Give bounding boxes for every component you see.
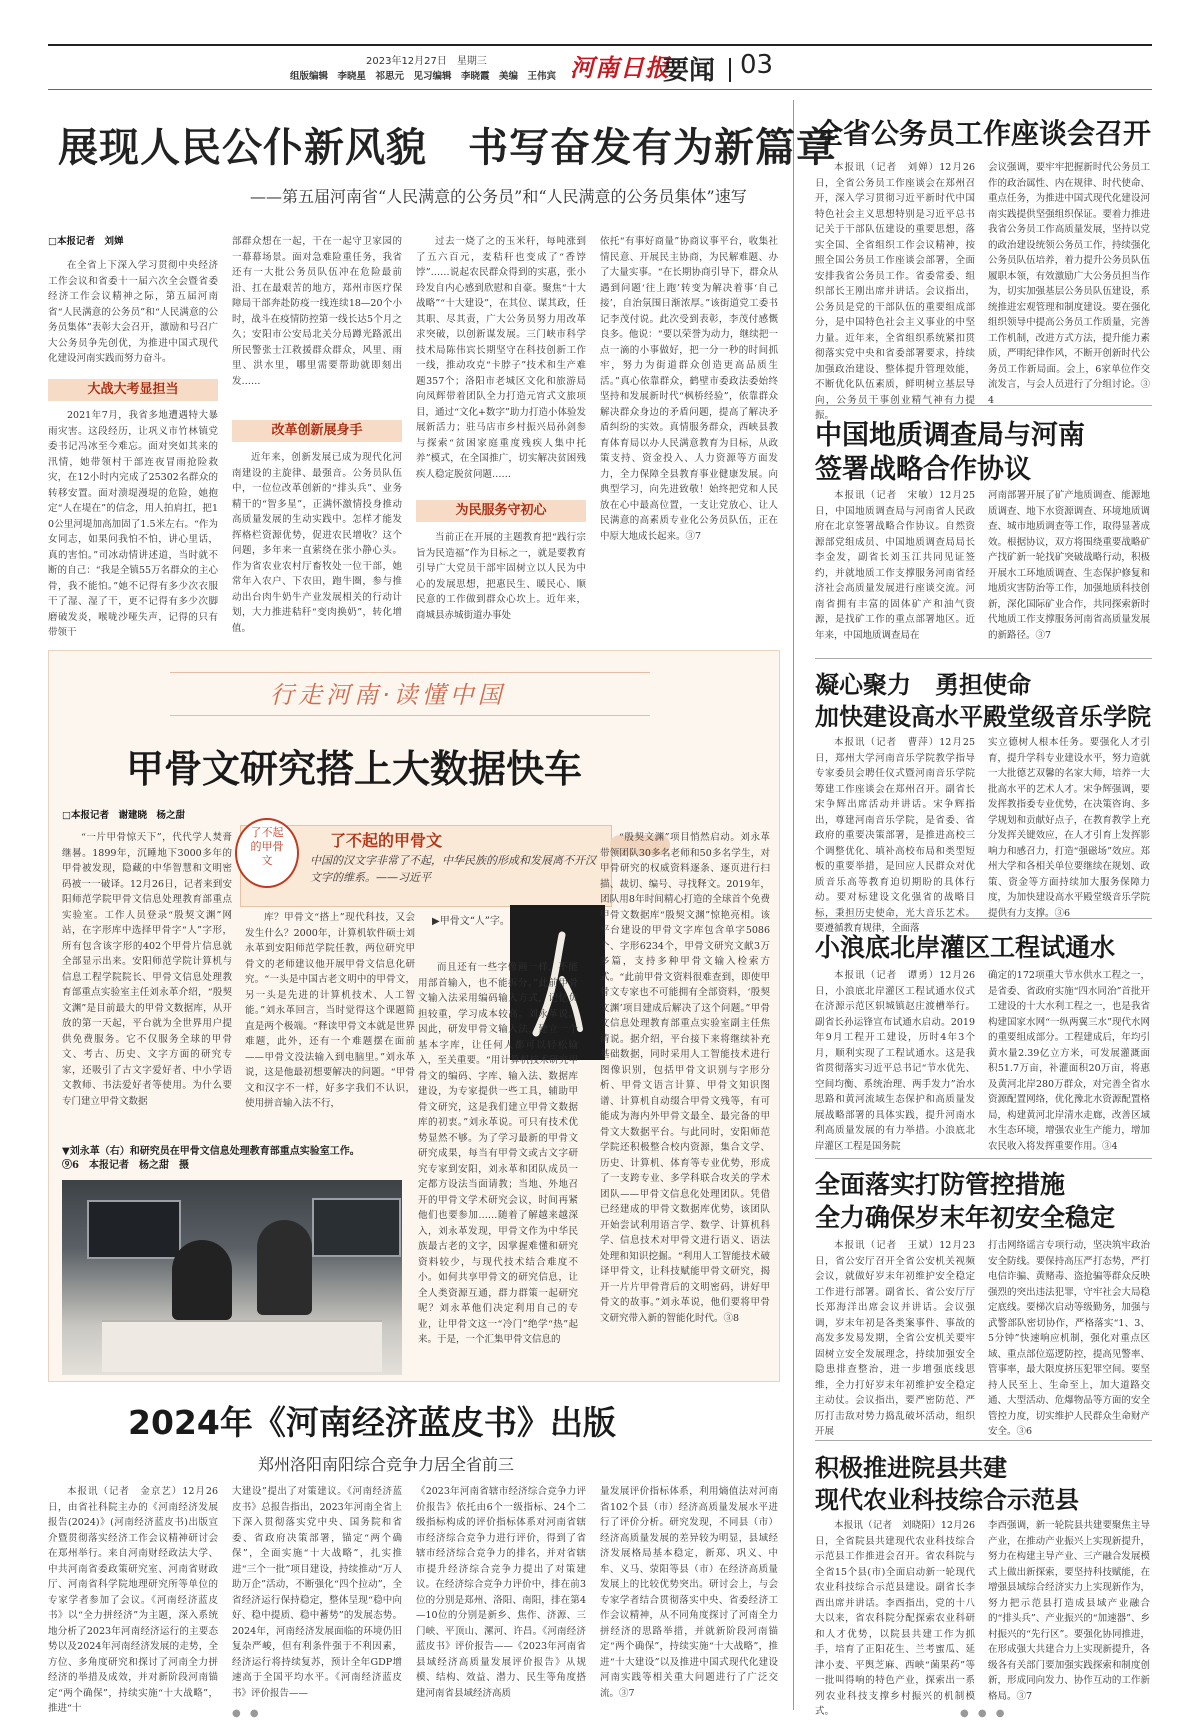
lead-title: 展现人民公仆新风貌 书写奋发有为新篇章 — [58, 125, 837, 171]
lead-col3b-text: 当前正在开展的主题教育把“践行宗旨为民造福”作为目标之一，就是要教育引导广大党员干部牢固树立以人民为中心的发展思想，把惠民生、暖民心、顺民意的工作做到群众心坎上。近年来，商城县赤城街道办事处 — [416, 532, 586, 621]
side2-title-line1: 中国地质调查局与河南 — [815, 420, 1085, 451]
seal-stamp — [235, 818, 299, 888]
side2-title-line2: 签署战略合作协议 — [815, 454, 1031, 485]
monitor-right — [312, 1198, 401, 1257]
bluebook-col4-text: 量发展评价指标体系，利用熵值法对河南省102个县（市）经济高质量发展水平进行了评价分析。研究发现，不同县（市）经济高质量发展的差异较为明显，县域经济发展格局基本稳定，新郑、巩义、中牟、义马、荥阳等县（市）在经济高质量发展上的比较优势突出。研讨会上，与会专家学者结合贯彻落实中央、省委经济工作会议精神，从不同角度探讨了河南全力拼经济的思路举措，并就新阶段河南锚定“两个确保”，持续实施“十大战略”，推进“十大建设”以及推进中国式现代化建设河南实践等相关重大问题进行了广泛交流。③7 — [600, 1486, 778, 1699]
side3-col2-text: 实立德树人根本任务。要强化人才引育，提升学科专业建设水平，努力造就一大批德艺双馨的名家大师，培养一大批高水平的艺术人才。宋争辉强调，要发挥教指委专业优势，在决策咨询、多学规划和贡献好点子，在教育教学上充分发挥关键效应，在人才引育上发挥影响力和感召力，打造“强磁场”效应。郑州大学和各相关单位要继续在规划、政策、资金等方面持续加大服务保障力度，为加快建设高水平殿堂级音乐学院提供有力支撑。③6 — [988, 737, 1150, 919]
side1-title: 全省公务员工作座谈会召开 — [815, 117, 1152, 150]
side3-title-line2: 加快建设高水平殿堂级音乐学院 — [815, 703, 1151, 731]
glyph-caption: ▶甲骨文“人”字。 — [432, 916, 510, 927]
side1-col1-text: 本报讯（记者 刘婵）12月26日，全省公务员工作座谈会在郑州召开，深入学习贯彻习近平新时代中国特色社会主义思想特别是习近平总书记关于干部队伍建设的重要思想，落实全国、全省组织工作会议精神，按照全国公务员工作座谈会部署，全面安排我省公务员工作。省委常委、组织部长王刚出席并讲话。会议指出，公务员是党的干部队伍的重要组成部分，是中国特色社会主义事业的中坚力量。近年来，全省组织系统紧扣贯彻落实党中央和省委部署要求，持续加强政治建设、整体提升管理效能，不断优化队伍素质，鲜明树立基层导向，公务员干事创业精气神有力提振。 — [815, 162, 975, 421]
lead-col3-text: 过去一烧了之的玉米秆，每吨涨到了五六百元，麦秸秆也变成了“香饽饽”……说起农民群众得到的实惠，张小玲发自内心感到欣慰和自豪。聚焦“十大战略”“十大建设”，在其位、谋其政，任其职、尽其责，广大公务员努力用改革求突破，以创新谋发展。三门峡市科学技术局陈伟宾长期坚守在科技创新工作一线，推动攻克“卡脖子”技术和生产难题357个；洛阳市老城区文化和旅游局向凤辉带着团队全力打造元宵式文旅项目，通过“文化+数字”助力打造小体验发展新活力；驻马店市乡村振兴局孙剑参与探索“贫困家庭重度残疾人集中托养”模式，在全国推广，切实解决贫困残疾人稳定脱贫问题…… — [416, 236, 586, 480]
special-col1-text: “一片甲骨惊天下”，代代学人焚膏继晷。1899年，沉睡地下3000多年的甲骨被发现，隐藏的中华智慧和文明密码被一一破译。12月26日，记者来到安阳师范学院甲骨文信息处理教育部重点实验室。工作人员登录“殷契文渊”网站，在字形库中选择甲骨字“人”字形，所有包含该字形的402个甲骨片信息就全部显示出来。安阳师范学院计算机与信息工程学院院长、甲骨文信息处理教育部重点实验室主任刘永革介绍，“殷契文渊”是目前最大的甲骨文数据库，从开放的第一天起，平台就为全世界用户提供免费服务。它不仅服务全球的甲骨文、考古、历史、文字方面的研究专家，还吸引了古文字爱好者、中小学语文教师、书法爱好者等使用。为什么要专门建立甲骨文数据 — [62, 832, 232, 1107]
series-banner: 行走河南·读懂中国 — [270, 681, 506, 709]
side3-title-line1: 凝心聚力 勇担使命 — [815, 671, 1031, 699]
section-divider — [729, 58, 731, 82]
seal-text: 了不起的甲骨文 — [250, 826, 284, 867]
top-rule — [48, 44, 1152, 46]
side6-col2-text: 李酉强调，新一轮院县共建要聚焦主导产业，在推动产业振兴上实现新提升，努力在构建主导产业、三产融合发展模式上做出新探索，要坚持科技赋能，在增强县域综合经济实力上实现新作为，努力把示范县打造成县域产业融合的“排头兵”、产业振兴的“加速器”、乡村振兴的“先行区”。要强化协同推进，在形成强大共建合力上实现新提升，各级各有关部门要加强实践探索和制度创新，形成同向发力、协作互动的工作新格局。③7 — [988, 1520, 1150, 1702]
bluebook-col3-text: 《2023年河南省辖市经济综合竞争力评价报告》依托由6个一级指标、24个二级指标构成的评价指标体系对河南省辖市经济综合竞争力进行评价，得到了省辖市经济综合竞争力的排名，并对省辖市提升经济综合竞争力提出了对策建议。在经济综合竞争力评价中，排在前3位的分别是郑州、洛阳、南阳，排在第4—10位的分别是新乡、焦作、济源、三门峡、平顶山、漯河、许昌。《河南经济蓝皮书》评价报告——《2023年河南省县域经济高质量发展评价报告》从规模、结构、效益、潜力、民生等角度搭建河南省县域经济高质 — [416, 1486, 586, 1699]
side-sep-2 — [815, 658, 1152, 659]
page-number: 03 — [740, 50, 774, 80]
bluebook-col2-text: 大建设”提出了对策建议。《河南经济蓝皮书》总报告指出，2023年河南全省上下深入贯彻落实党中央、国务院和省委、省政府决策部署，锚定“两个确保”，全面实施“十大战略”，扎实推进“三个一批”项目建设，持续推动“万人助万企”活动，不断强化“四个拉动”，全省经济运行保持稳定，整体呈现“稳中向好、稳中提质、稳中蓄势”的发展态势。2024年，河南经济发展面临的环境仍旧复杂严峻，但有利条件强于不利因素，经济运行将持续复苏，预计全年GDP增速高于全国平均水平。《河南经济蓝皮书》评价报告—— — [232, 1486, 402, 1699]
masthead-rule — [48, 89, 1152, 90]
right-column-divider — [793, 100, 794, 1710]
display-case — [102, 1320, 382, 1372]
side4-col1-text: 本报讯（记者 谭勇）12月26日，小浪底北岸灌区工程试通水仪式在济源示范区轵城镇赵庄渡槽举行。副省长孙运锋宣布试通水启动。2019年9月工程开工建设，历时4年3个月，顺利实现了工程试通水。这是我省贯彻落实习近平总书记“节水优先、空间均衡、系统治理、两手发力”治水思路和黄河流域生态保护和高质量发展战略部署的具体实践，提升河南水利高质量发展的有力举措。小浪底北岸灌区工程是国务院 — [815, 970, 975, 1152]
special-byline: □本报记者 谢建晓 杨之甜 — [62, 810, 185, 821]
person-seated — [172, 1240, 232, 1320]
lab-photo — [62, 1180, 402, 1375]
quote-panel-title: 了不起的甲骨文 — [330, 831, 443, 850]
lead-col4-text: 依托“有事好商量”协商议事平台，收集社情民意、开展民主协商，为民解难题、办了大量实事。“在长期协商引导下，群众从遇到问题‘往上跑’转变为解决着事‘自己接’，自治氛围日渐浓厚。”该街道党工委书记李茂付说。此次受到表彰，李茂付感慨良多。他说：“要以荣誉为动力，继续把一点一滴的小事做好，把一分一秒的时间抓牢，努力为街道群众创造更高品质生活。”真心依靠群众，鹤壁市委政法委始终坚持和发展新时代“枫桥经验”，依靠群众解决群众身边的矛盾问题，提高了解决矛盾纠纷的实效。真情服务群众，西峡县教育体育局以办人民满意教育为目标，从政策支持、资金投入、人力资源等方面发力，全力保障全县教育事业健康发展。向典型学习，向先进致敬！始终把党和人民放在心中最高位置，一支让党放心、让人民满意的高素质专业化公务员队伍，正在中原大地成长起来。③7 — [600, 236, 778, 542]
special-col4-text: “殷契文渊”项目悄然启动。刘永革带领团队30多名老师和50多名学生，对甲骨研究的权威资料逐条、逐页进行扫描、裁切、编号、寻找释文。2019年，团队用8年时间精心打造的全球首个免费甲骨文数据库“殷契文渊”惊艳亮相。该平台建设的甲骨文字库包含单字5086个、字形6234个，甲骨文研究文献3万多篇，支持多种甲骨文输入检索方式。“此前甲骨文资料很难查到，即使甲骨文专家也不可能拥有全部资料，‘殷契文渊’项目建成后解决了这个问题。”甲骨文信息处理教育部重点实验室副主任焦清说。据介绍，平台接下来将继续补充基础数据，同时采用人工智能技术进行图像识别，包括甲骨文识别与字形分析、甲骨文语言计算、甲骨文知识图谱、计算机自动缀合甲骨文残等，有可能成为海内外甲骨文最全、最完备的甲骨文大数据平台。与此同时，安阳师范学院还积极整合校内资源，集合文学、历史、计算机、体育等专业优势，形成了一支跨专业、多学科联合攻关的学术团队——甲骨文信息化处理团队。凭借已经建成的甲骨文数据库优势，该团队开始尝试利用语言学、数学、计算机科学、信息技术对甲骨文进行语义、语法处理和知识挖掘。“利用人工智能技术破译甲骨文，让科技赋能甲骨文研究，揭开一片片甲骨背后的文明密码，讲好甲骨文的故事。”刘永革说，他们要将甲骨文研究带入新的智能化时代。③8 — [600, 832, 770, 1324]
side-sep-4 — [815, 1158, 1152, 1159]
monitor-left — [87, 1200, 181, 1259]
lead-col2b-text: 近年来，创新发展已成为现代化河南建设的主旋律、最强音。公务员队伍中，一位位改革创新的“排头兵”、业务精干的“智多星”，正满怀激情投身推动高质量发展的生动实践中。怎样才能发挥格栏资源优势，促进农民增收？这个问题，多年来一直萦绕在张小静心头。作为省农业农村厅畜牧处一位干部，她常年入农户、下农田，跑牛圈，参与推动出台肉牛奶牛产业发展相关的行动计划，大力推进秸秆“变肉换奶”，转化增值。 — [232, 452, 402, 634]
lead-subhead-3: 为民服务守初心 — [416, 500, 586, 522]
lead-col1b-text: 2021年7月，我省多地遭遇特大暴雨灾害。这段经历，让巩义市竹林镇党委书记冯冰至今难忘。面对突如其来的汛情，她带领村干部连夜冒雨抢险救灾，在12小时内完成了25302名群众的转移安置。面对溃堤漫堤的危险，她抱定“人在堤在”的信念，用人拍肩扛，把10公里河堤加高加固了1.5米左右。“作为女同志，如果问我怕不怕，讲心里话，真的害怕。”司冰动情讲述道，当时就不断的自己：“我是全镇55万名群众的主心骨，我不能怕。”她不记得有多少次衣服干了湿、湿了干，更不记得有多少次脚磨破发炎，喉咙沙哑失声，记得的只有带领干 — [48, 410, 218, 638]
side5-col1-text: 本报讯（记者 王斌）12月23日，省公安厅召开全省公安机关视频会议，就做好岁末年初维护安全稳定工作进行部署。副省长、省公安厅厅长郑海洋出席会议并讲话。会议强调，岁末年初是各类案事件、事故的高发多发易发期，全省公安机关要牢固树立安全发展理念，持续加强安全隐患排查整治，进一步增强底线思维，全力打好岁末年初维护安全稳定主动仗。会议指出，要严密防范、严厉打击敌对势力捣乱破坏活动，组织开展 — [815, 1240, 975, 1437]
bluebook-col1-text: 本报讯（记者 金京艺）12月26日，由省社科院主办的《河南经济发展报告(2024)》(河南经济蓝皮书)出版宣介暨贯彻落实经济工作会议精神研讨会在郑州举行。来自河南财经政法大学、中共河南省委政策研究室、河南省财政厅、河南省科学院地理研究所等单位的专家学者参加了会议。《河南经济蓝皮书》以“全力拼经济”为主题，深入系统地分析了2023年河南经济运行的主要态势以及2024年河南经济发展的走势，全方位、多角度研究和探讨了河南全力拼经济的举措及成效，并对新阶段河南锚定“两个确保”，持续实施“十大战略”，推进“十 — [48, 1486, 218, 1714]
lead-col2-text: 部群众想在一起，干在一起守卫家园的一幕幕场景。面对急难险重任务，我省还有一大批公务员队伍冲在危险最前沿、扛在最艰苦的地方，郑州市医疗保障局干部奔赴防疫一线连续18—20个小时，战斗在疫情防控第一线长达5个月之久；安阳市公安局北关分局蹲光路派出所民警张士江救援群众群众，风里、雨里、洪水里，哪里需要帮助就即刻出发…… — [232, 236, 402, 387]
quote-text: 中国的汉文字非常了不起，中华民族的形成和发展离不开汉文字的维系。——习近平 — [310, 854, 596, 884]
newspaper-logo: 河南日报 — [570, 53, 670, 82]
continue-dots-right: ● ● ● — [960, 1708, 1008, 1719]
side6-col1-text: 本报讯（记者 刘晓阳）12月26日，全省院县共建现代农业科技综合示范县工作推进会召开。省农科院与全省15个县(市)全面启动新一轮现代农业科技综合示范县建设。副省长李酉出席并讲话。李酉指出，党的十八大以来，省农科院分配探索农业科研和人才优势，以院县共建工作为抓手，培育了正阳花生、兰考蜜瓜、延津小麦、平舆芝麻、西峡“菌果药”等一批叫得响的特色产业，探索出一系列农业科技支撑乡村振兴的机制模式。 — [815, 1520, 975, 1717]
bluebook-title: 2024年《河南经济蓝皮书》出版 — [128, 1403, 616, 1442]
masthead-date: 2023年12月27日 星期三 — [366, 56, 487, 67]
side4-col2-text: 确定的172项重大节水供水工程之一，是省委、省政府实施“四水同治”首批开工建设的十大水利工程之一，也是我省构建国家水网“一纵两翼三水”现代水网的重要组成部分。工程建成后，年均引黄水量2.39亿立方米，可发展灌溉面积51.7万亩，补灌面积20万亩，将惠及黄河北岸280万群众，对完善全省水资源配置网络，优化豫北水资源配置格局，构建黄河北岸清水走廊，改善区域水生态环境，增强农业生产能力，增加农民收入将发挥重要作用。③4 — [988, 970, 1150, 1152]
section-name: 要闻 — [663, 56, 716, 86]
side5-col2-text: 打击网络谣言专项行动，坚决筑牢政治安全防线。要保持高压严打态势，严打电信诈骗、黄赌毒、盗抢骗等群众反映强烈的突出违法犯罪，守牢社会大局稳定底线。要梯次启动等级勤务，加强与武警部队密切协作，严格落实“1、3、5分钟”快速响应机制，强化对重点区域、重点部位巡逻防控，提高见警率、管事率，最大限度挤压犯罪空间。要坚持人民至上、生命至上，加大道路交通、大型活动、危爆物品等方面的安全管控力度，切实维护人民群众生命财产安全。③6 — [988, 1240, 1150, 1437]
side3-col1-text: 本报讯（记者 曹萍）12月25日，郑州大学河南音乐学院教学指导专家委员会聘任仪式暨河南音乐学院筹建工作座谈会在郑州召开。副省长宋争辉出席活动并讲话。宋争辉指出，尊建河南音乐学院，是省委、省政府的重要决策部署，是推进高校三个调整优化、填补高校布局和类型短板的重要举措，是回应人民群众对优质音乐高等教育迫切期盼的具体行动。要对标建设文化强省的战略目标，秉担历史使命，光大音乐艺术。要遵循教育规律，全面落 — [815, 737, 975, 934]
person-standing — [257, 1220, 312, 1315]
lead-subtitle: ——第五届河南省“人民满意的公务员”和“人民满意的公务员集体”速写 — [250, 187, 747, 206]
lead-subhead-1: 大战大考显担当 — [48, 379, 218, 401]
side6-title-line1: 积极推进院县共建 — [815, 1454, 1007, 1482]
side-sep-5 — [815, 1440, 1152, 1441]
masthead-editors: 组版编辑 李晓星 祁思元 见习编辑 李晓霞 美编 王伟宾 — [290, 71, 557, 82]
lead-subhead-2: 改革创新展身手 — [232, 420, 402, 442]
bluebook-subtitle: 郑州洛阳南阳综合竞争力居全省前三 — [258, 1455, 515, 1474]
special-title: 甲骨文研究搭上大数据快车 — [126, 747, 583, 791]
banner-pattern — [170, 672, 650, 716]
side2-col1-text: 本报讯（记者 宋敏）12月25日，中国地质调查局与河南省人民政府在北京签署战略合作协议。自然资源部党组成员、中国地质调查局局长李金发，副省长刘玉江共同见证签约，并就地质工作支撑服务河南省经济社会高质量发展进行座谈交流。河南省拥有丰富的固体矿产和油气资源，是找矿工作的重点部署地区。近年来，中国地质调查局在 — [815, 490, 975, 641]
side-sep-3 — [815, 918, 1152, 919]
lead-byline: □本报记者 刘婵 — [48, 236, 124, 247]
side1-col2-text: 会议强调，要牢牢把握新时代公务员工作的政治属性、内在规律、时代使命、重点任务，为推进中国式现代化建设河南实践提供坚强组织保证。要着力推进我省公务员工作高质量发展，坚持以党的政治建设统领公务员工作，持续强化公务员队伍培养，着力提升公务员队伍履职本领，有效激励广大公务员担当作为，切实加强基层公务员队伍建设，系统推进宏观管理和制度建设。要在强化组织领导中提高公务员工作质量，完善工作机制，改进方式方法，提升能力素质，严明纪律作风，不断开创新时代公务员工作新局面。会上，6家单位作交流发言，与会人员进行了分组讨论。③4 — [988, 162, 1150, 406]
side2-col2-text: 河南部署开展了矿产地质调查、能源地质调查、地下水资源调查、环境地质调查、城市地质调查等工作，取得显著成效。根据协议，双方将围绕重要战略矿产找矿新一轮找矿突破战略行动，积极开展水工环地质调查、生态保护修复和地质灾害防治等工作，加强地质科技创新，深化国际矿业合作，共同探索新时代地质工作支撑服务河南省高质量发展的新路径。③7 — [988, 490, 1150, 641]
side4-title: 小浪底北岸灌区工程试通水 — [815, 933, 1116, 962]
side5-title-line1: 全面落实打防管控措施 — [815, 1170, 1066, 1199]
side6-title-line2: 现代农业科技综合示范县 — [815, 1486, 1079, 1514]
lead-col1-text: 在全省上下深入学习贯彻中央经济工作会议和省委十一届六次全会暨省委经济工作会议精神之际，第五届河南省“人民满意的公务员”和“人民满意的公务员集体”表彰大会召开，激励和号召广大公务员争先创优，为推进中国式现代化建设河南实践而努力奋斗。 — [48, 260, 218, 364]
side5-title-line2: 全力确保岁末年初安全稳定 — [815, 1203, 1116, 1232]
special-col3-text: 而且还有一些字像画一样，不能用部首输入，也不能拆分。”此前甲骨文输入法采用编码输入方式，记忆负担较重，学习成本较高。刘永革说。因此，研发甲骨文输入法，建立一个基本字库，让任何人都可以轻松输入，至关重要。“用计算机技术研究甲骨文的编码、字库、输入法、数据库建设，为专家提供一些工具，辅助甲骨文研究，这是我们建立甲骨文数据库的初衷。”刘永革说。可只有技术优势显然不够。为了学习最新的甲骨文研究成果，每当有甲骨文或古文字研究专家到安阳，刘永革和团队成员一定都方设法当面请教；当地、外地召开的甲骨文学术研究会议，时间再紧他们也要参加……随着了解越来越深入，刘永革发现，甲骨文作为中华民族最古老的文字，因掌握难懂和研究资料较少，与现代技术结合难度不小。如何共享甲骨文的研究信息，让全人类资源互通，群力群策一起研究呢？刘永革他们决定利用自己的专业，让甲骨文这一“冷门”绝学“热”起来。于是，一个汇集甲骨文信息的 — [418, 962, 578, 1345]
special-col2-text: 库？甲骨文“搭上”现代科技，又会发生什么？2000年，计算机软件硕士刘永革到安阳师范学院任教，两位研究甲骨文的老师建议他开展甲骨文信息化研究。“一头是中国古老文明中的甲骨文，另一头是先进的计算机技术、人工智能。”刘永革回言，当时觉得这个课题简直是两个极端。“释读甲骨文本就是世界难题，此外，还有一个难题摆在面前——甲骨文没法输入到电脑里。”刘永革说，这是他最初想要解决的问题。“甲骨文和汉字不一样，好多字我们不认识，使用拼音输入法不行， — [245, 912, 415, 1109]
photo-caption: ▼刘永革（右）和研究员在甲骨文信息处理教育部重点实验室工作。⑨6 本报记者 杨之甜 摄 — [62, 1146, 360, 1171]
side-sep-1 — [815, 405, 1152, 406]
continue-dots-left: ● ● — [232, 1708, 262, 1719]
